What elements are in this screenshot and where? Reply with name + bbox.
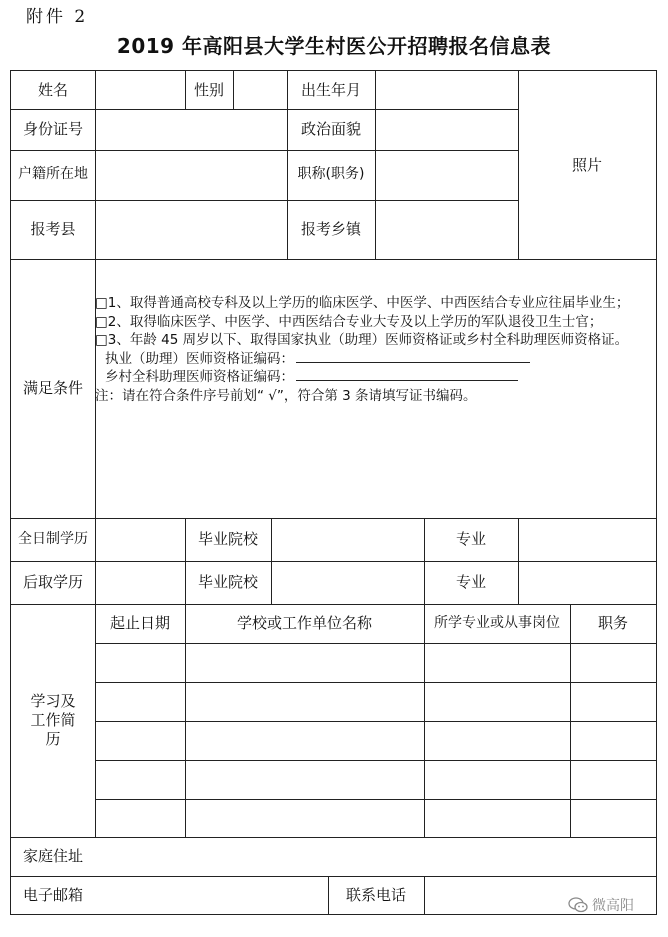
major-2-label: 专业 <box>455 573 486 592</box>
cert2-input[interactable] <box>296 369 518 381</box>
resume-header-duty: 职务 <box>597 614 628 633</box>
address-label: 家庭住址 <box>22 847 83 866</box>
birth-field[interactable] <box>375 71 518 109</box>
hukou-field[interactable] <box>95 150 287 200</box>
watermark <box>568 895 634 915</box>
town-label: 报考乡镇 <box>300 220 361 239</box>
later-edu-field[interactable] <box>95 561 185 604</box>
title-job-field[interactable] <box>375 150 518 200</box>
name-label: 姓名 <box>37 80 68 99</box>
application-form <box>10 70 657 915</box>
watermark-text: 微高阳 <box>592 898 634 914</box>
condition-item-3[interactable]: □3、年龄 45 周岁以下、取得国家执业（助理）医师资格证或乡村全科助理医师资格证。 <box>95 332 629 348</box>
grad-school-1-field[interactable] <box>271 518 424 561</box>
later-edu-label: 后取学历 <box>22 573 83 592</box>
major-1-field[interactable] <box>518 518 656 561</box>
conditions-label: 满足条件 <box>22 379 83 398</box>
phone-label: 联系电话 <box>345 885 406 904</box>
cert1-row <box>95 350 655 369</box>
cert2-label: 乡村全科助理医师资格证编码： <box>105 369 294 385</box>
major-2-field[interactable] <box>518 561 656 604</box>
photo-box[interactable]: 照片 <box>571 156 602 174</box>
resume-label: 学习及工作简历 <box>30 692 76 748</box>
id-number-label: 身份证号 <box>22 120 83 139</box>
page-title: 2019 年高阳县大学生村医公开招聘报名信息表 <box>116 34 552 58</box>
town-field[interactable] <box>375 200 518 259</box>
address-field[interactable] <box>95 837 656 876</box>
county-field[interactable] <box>95 200 287 259</box>
cert1-input[interactable] <box>296 351 530 363</box>
hukou-label: 户籍所在地 <box>18 166 88 183</box>
resume-header-dates: 起止日期 <box>109 614 170 633</box>
id-number-field[interactable] <box>95 109 287 150</box>
county-label: 报考县 <box>30 220 76 239</box>
fulltime-edu-field[interactable] <box>95 518 185 561</box>
title-job-label: 职称(职务) <box>297 166 365 183</box>
politics-field[interactable] <box>375 109 518 150</box>
name-field[interactable] <box>95 71 185 109</box>
email-field[interactable] <box>95 876 328 914</box>
major-1-label: 专业 <box>455 530 486 549</box>
conditions-list <box>95 294 655 405</box>
cert1-label: 执业（助理）医师资格证编码： <box>105 350 294 367</box>
cert2-row <box>95 368 655 387</box>
grad-school-2-field[interactable] <box>271 561 424 604</box>
gender-field[interactable] <box>233 71 287 109</box>
email-label: 电子邮箱 <box>22 885 83 904</box>
condition-item-1[interactable]: □1、取得普通高校专科及以上学历的临床医学、中医学、中西医结合专业应往届毕业生； <box>95 295 630 311</box>
politics-label: 政治面貌 <box>300 120 361 139</box>
birth-label: 出生年月 <box>300 80 361 99</box>
attachment-label: 附件 2 <box>26 7 89 27</box>
resume-header-major: 所学专业或从事岗位 <box>434 615 560 632</box>
conditions-note: 注：请在符合条件序号前划“ √”，符合第 3 条请填写证书编码。 <box>95 387 477 404</box>
grad-school-1-label: 毕业院校 <box>197 530 258 549</box>
fulltime-edu-label: 全日制学历 <box>18 530 88 547</box>
gender-label: 性别 <box>193 80 224 99</box>
grad-school-2-label: 毕业院校 <box>197 573 258 592</box>
condition-item-2[interactable]: □2、取得临床医学、中医学、中西医结合专业大专及以上学历的军队退役卫生士官； <box>95 313 603 330</box>
resume-header-org: 学校或工作单位名称 <box>236 614 372 633</box>
wechat-icon <box>568 897 588 913</box>
